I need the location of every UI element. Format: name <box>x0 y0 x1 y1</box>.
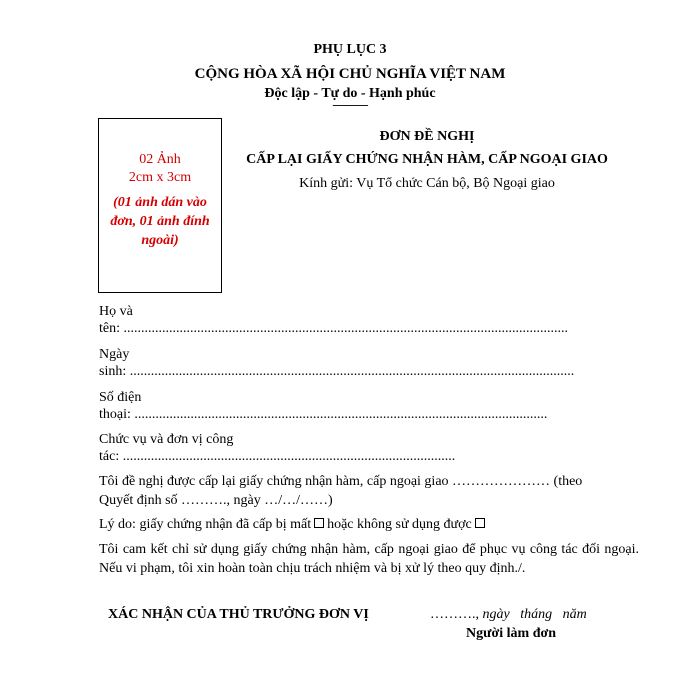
request-line-1: Tôi đề nghị được cấp lại giấy chứng nhận hàm, cấp ngoại giao ………………… (theo <box>99 474 583 489</box>
photo-size: 2cm x 3cm <box>128 170 192 185</box>
phone-label: Số điện <box>99 390 142 405</box>
header-separator: --------------- <box>332 100 368 111</box>
dob-label: Ngày <box>99 347 130 362</box>
photo-count: 02 Ảnh <box>139 152 181 167</box>
recipient-line: Kính gửi: Vụ Tổ chức Cán bộ, Bộ Ngoại giao <box>299 176 555 191</box>
name-label: Họ và <box>99 304 133 319</box>
lost-checkbox[interactable] <box>314 518 324 528</box>
unusable-checkbox[interactable] <box>475 518 485 528</box>
reason-line <box>99 517 488 533</box>
commitment-paragraph: Tôi cam kết chỉ sử dụng giấy chứng nhận hàm, cấp ngoại giao để phục vụ công tác đối ngoại. Nếu vi phạm, tôi xin hoàn toàn chịu trách nhiệm và bị xử lý theo quy định./. <box>99 542 639 576</box>
country-name: CỘNG HÒA XÃ HỘI CHỦ NGHĨA VIỆT NAM <box>194 66 506 82</box>
date-line <box>430 607 587 623</box>
position-label: Chức vụ và đơn vị công <box>99 432 234 447</box>
dob-field[interactable]: sinh: ............................................................................................................................... <box>99 364 575 379</box>
appendix-title: PHỤ LỤC 3 <box>313 42 387 57</box>
date-words: ngày tháng năm <box>482 607 587 622</box>
request-line-2: Quyết định số ………., ngày …/…/……) <box>99 493 333 508</box>
photo-note: (01 ảnh dán vào đơn, 01 ảnh đính ngoài) <box>110 195 210 248</box>
form-subtitle: CẤP LẠI GIẤY CHỨNG NHẬN HÀM, CẤP NGOẠI GIAO <box>246 152 608 167</box>
name-field[interactable]: tên: ............................................................................................................................... <box>99 321 568 336</box>
applicant-label: Người làm đơn <box>466 626 557 641</box>
reason-middle: hoặc không sử dụng được <box>327 517 472 532</box>
photo-placeholder-box <box>98 118 222 293</box>
form-title: ĐƠN ĐỀ NGHỊ <box>379 129 475 144</box>
reason-prefix: Lý do: giấy chứng nhận đã cấp bị mất <box>99 517 312 532</box>
date-dots: ………., <box>430 607 479 622</box>
position-field[interactable]: tác: ............................................................................................... <box>99 449 456 464</box>
unit-head-confirmation: XÁC NHẬN CỦA THỦ TRƯỞNG ĐƠN VỊ <box>108 607 369 622</box>
phone-field[interactable]: thoại: ...................................................................................................................... <box>99 407 548 422</box>
motto: Độc lập - Tự do - Hạnh phúc <box>264 86 436 101</box>
